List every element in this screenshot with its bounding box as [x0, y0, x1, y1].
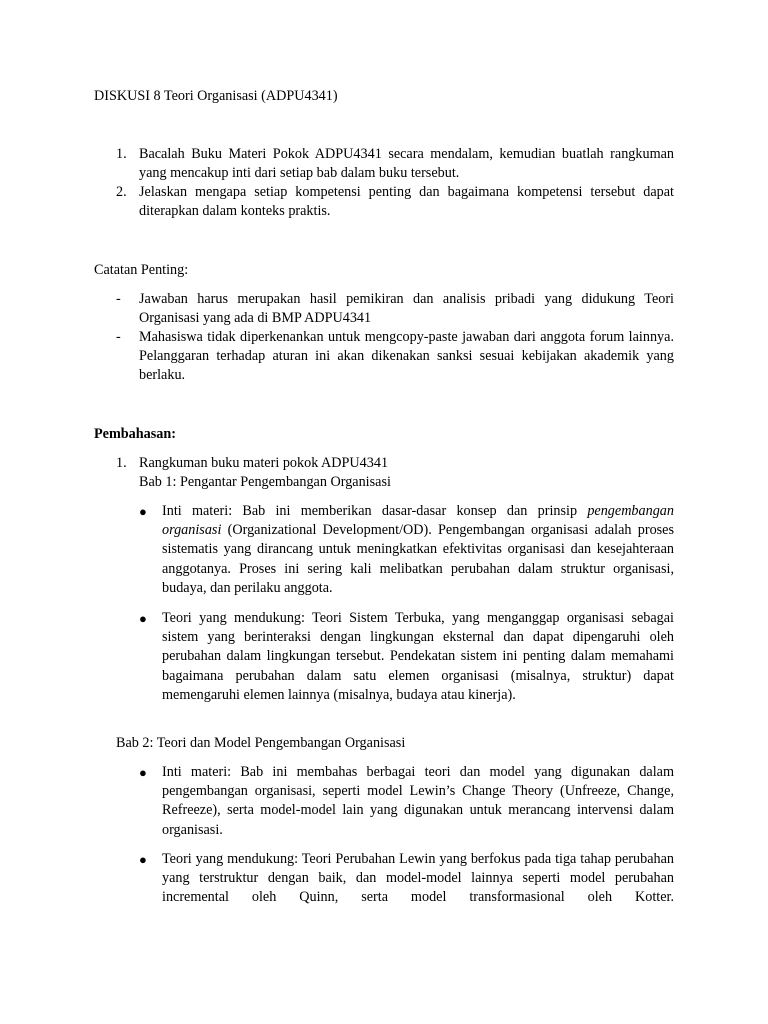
bab2-heading: Bab 2: Teori dan Model Pengembangan Organisasi: [116, 735, 406, 751]
bullet-icon: ●: [139, 852, 147, 867]
task-text: Bacalah Buku Materi Pokok ADPU4341 secara mendalam, kemudian buatlah rangkuman yang mencakup inti dari setiap bab dalam buku tersebut.: [139, 146, 674, 182]
bullet-icon: ●: [139, 611, 147, 626]
summary-number: 1.: [116, 455, 127, 471]
summary-title: Rangkuman buku materi pokok ADPU4341: [139, 455, 389, 471]
bullet-icon: ●: [139, 765, 147, 780]
bullet-text: Inti materi: Bab ini memberikan dasar-dasar konsep dan prinsip pengembangan organisasi (Organizational Development/OD). Pengembangan organisasi adalah proses sistematis yang dirancang untuk meningkatkan efektivitas organisasi dan kesejahteraan anggotanya. Proses ini sering kali melibatkan perubahan dalam struktur organisasi, budaya, dan perilaku anggota.: [162, 503, 674, 596]
task-text: Jelaskan mengapa setiap kompetensi penting dan bagaimana kompetensi tersebut dapat diterapkan dalam konteks praktis.: [139, 184, 674, 220]
bullet-text: Inti materi: Bab ini membahas berbagai teori dan model yang digunakan dalam pengembangan organisasi, seperti model Lewin’s Change Theory (Unfreeze, Change, Refreeze), serta model-model lain yang digunakan untuk merancang intervensi dalam organisasi.: [162, 764, 674, 838]
notes-heading: Catatan Penting:: [94, 262, 189, 278]
note-text: Mahasiswa tidak diperkenankan untuk mengcopy-paste jawaban dari anggota forum lainnya. Pelanggaran terhadap aturan ini akan dikenakan sanksi sesuai kebijakan akademik yang berlaku.: [139, 329, 674, 384]
bullet-text: Teori yang mendukung: Teori Perubahan Lewin yang berfokus pada tiga tahap perubahan yang terstruktur dengan baik, dan model-model lainnya seperti model perubahan incremental oleh Quinn, serta model transformasional oleh Kotter.: [162, 851, 674, 906]
discussion-heading: Pembahasan:: [94, 426, 176, 442]
note-text: Jawaban harus merupakan hasil pemikiran dan analisis pribadi yang didukung Teori Organisasi yang ada di BMP ADPU4341: [139, 291, 674, 327]
document-title: DISKUSI 8 Teori Organisasi (ADPU4341): [94, 88, 338, 104]
bullet-text: Teori yang mendukung: Teori Sistem Terbuka, yang menganggap organisasi sebagai sistem yang berinteraksi dengan lingkungan eksternal dan dapat dipengaruhi oleh perubahan dalam lingkungan tersebut. Pendekatan sistem ini penting dalam memahami bagaimana perubahan dalam satu elemen organisasi (misalnya, struktur) dapat memengaruhi elemen lainnya (misalnya, budaya atau kinerja).: [162, 610, 674, 703]
dash-marker: -: [116, 291, 121, 307]
bab1-heading: Bab 1: Pengantar Pengembangan Organisasi: [139, 474, 391, 490]
task-number: 2.: [116, 184, 127, 200]
dash-marker: -: [116, 329, 121, 345]
bullet-icon: ●: [139, 504, 147, 519]
task-number: 1.: [116, 146, 127, 162]
